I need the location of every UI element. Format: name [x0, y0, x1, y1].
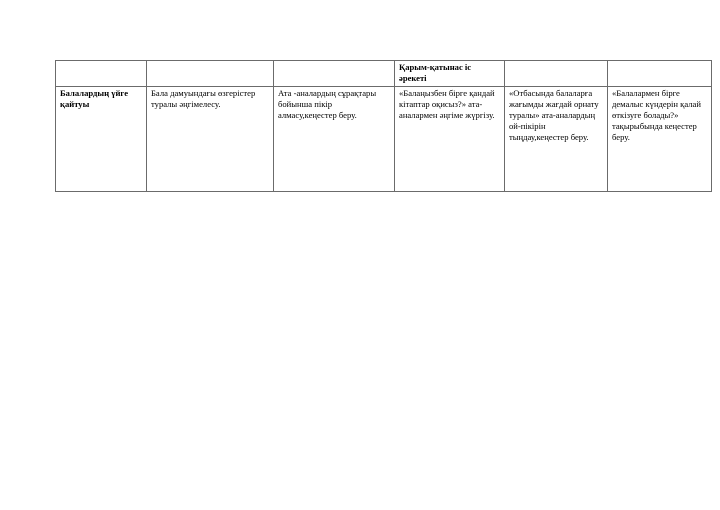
table-cell: [147, 61, 274, 87]
table-cell: [505, 61, 608, 87]
table-cell: [608, 61, 712, 87]
table-cell: Ата -аналардың сұрақтары бойынша пікір алмасу,кеңестер беру.: [274, 87, 395, 192]
row-label: Балалардың үйге қайтуы: [56, 87, 147, 192]
table-cell: «Отбасында балаларға жағымды жағдай орнату туралы» ата-аналардың ой-пікірін тыңдау,кеңестер беру.: [505, 87, 608, 192]
table-cell: Бала дамуындағы өзгерістер туралы әңгімелесу.: [147, 87, 274, 192]
table-cell: [274, 61, 395, 87]
table-cell: «Балаңызбен бірге қандай кітаптар оқисыз?» ата-аналармен әңгіме жүргізу.: [395, 87, 505, 192]
table-row: [56, 87, 712, 192]
table-cell: «Балалармен бірге демалыс күндерін қалай өткізуге болады?» тақырыбында кеңестер беру.: [608, 87, 712, 192]
table-header-row: [56, 61, 712, 87]
activity-type-heading: Қарым-қатынас іс әрекеті: [395, 61, 505, 87]
table-cell: [56, 61, 147, 87]
plan-table: [55, 60, 712, 192]
